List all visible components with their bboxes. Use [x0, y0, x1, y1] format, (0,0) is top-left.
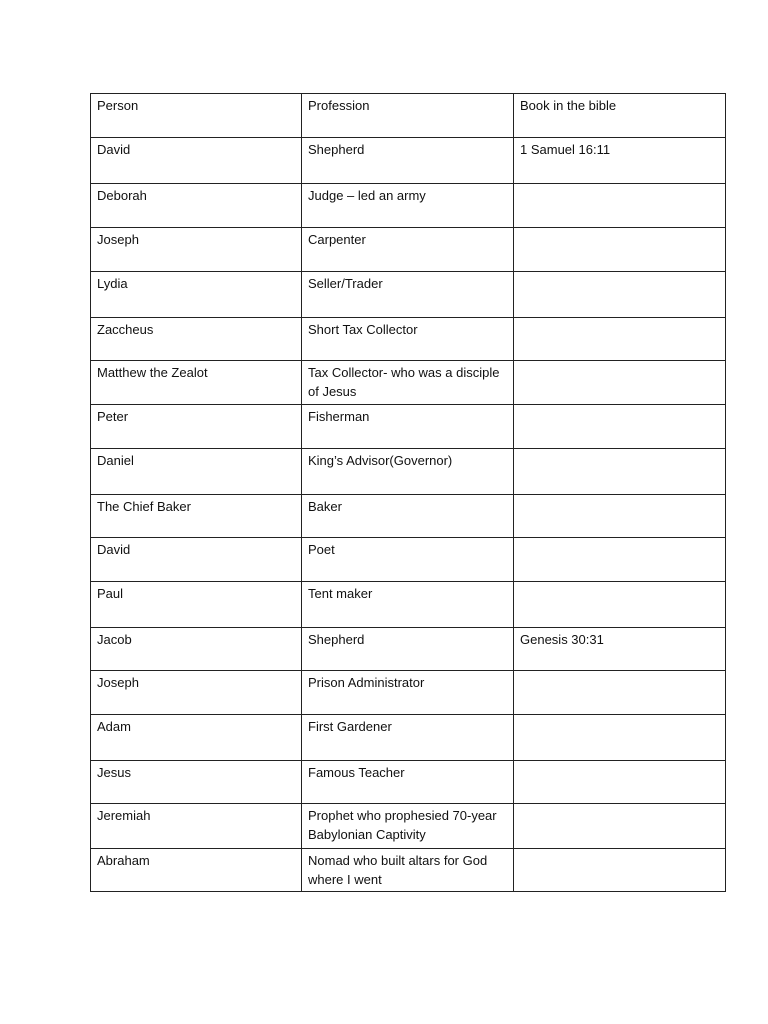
person-cell: Deborah: [91, 184, 302, 228]
table-header-row: [91, 94, 726, 138]
profession-cell: Baker: [302, 495, 514, 538]
book-cell: [514, 495, 726, 538]
profession-cell: Famous Teacher: [302, 761, 514, 804]
table-row: [91, 449, 726, 495]
book-cell: [514, 804, 726, 849]
profession-cell: Carpenter: [302, 228, 514, 272]
profession-cell: Prison Administrator: [302, 671, 514, 715]
book-cell: [514, 184, 726, 228]
profession-cell: First Gardener: [302, 715, 514, 761]
profession-cell: Prophet who prophesied 70-year Babylonian Captivity: [302, 804, 514, 849]
profession-cell: Short Tax Collector: [302, 318, 514, 361]
book-cell: [514, 405, 726, 449]
book-cell: [514, 715, 726, 761]
book-cell: [514, 318, 726, 361]
table-row: [91, 849, 726, 892]
table-row: [91, 538, 726, 582]
person-cell: Daniel: [91, 449, 302, 495]
profession-cell: Tent maker: [302, 582, 514, 628]
table-row: [91, 671, 726, 715]
profession-cell: Shepherd: [302, 628, 514, 671]
person-cell: David: [91, 138, 302, 184]
table-row: [91, 582, 726, 628]
table-row: [91, 405, 726, 449]
profession-cell: King’s Advisor(Governor): [302, 449, 514, 495]
person-cell: Matthew the Zealot: [91, 361, 302, 405]
person-cell: Joseph: [91, 671, 302, 715]
book-cell: [514, 228, 726, 272]
book-cell: [514, 272, 726, 318]
table-row: [91, 184, 726, 228]
table-row: [91, 228, 726, 272]
profession-cell: Poet: [302, 538, 514, 582]
person-cell: The Chief Baker: [91, 495, 302, 538]
profession-cell: Judge – led an army: [302, 184, 514, 228]
person-cell: Joseph: [91, 228, 302, 272]
person-cell: Zaccheus: [91, 318, 302, 361]
bible-professions-table: [90, 93, 726, 892]
person-cell: Jeremiah: [91, 804, 302, 849]
book-cell: [514, 361, 726, 405]
profession-cell: Shepherd: [302, 138, 514, 184]
table-row: [91, 628, 726, 671]
table-row: [91, 715, 726, 761]
person-cell: Lydia: [91, 272, 302, 318]
header-cell-book: Book in the bible: [514, 94, 726, 138]
person-cell: Jesus: [91, 761, 302, 804]
person-cell: Jacob: [91, 628, 302, 671]
person-cell: Paul: [91, 582, 302, 628]
table-row: [91, 495, 726, 538]
table-row: [91, 318, 726, 361]
profession-cell: Tax Collector- who was a disciple of Jesus: [302, 361, 514, 405]
table-row: [91, 761, 726, 804]
person-cell: Abraham: [91, 849, 302, 892]
book-cell: [514, 449, 726, 495]
book-cell: Genesis 30:31: [514, 628, 726, 671]
book-cell: 1 Samuel 16:11: [514, 138, 726, 184]
header-cell-profession: Profession: [302, 94, 514, 138]
profession-cell: Nomad who built altars for God where I went: [302, 849, 514, 892]
person-cell: David: [91, 538, 302, 582]
book-cell: [514, 761, 726, 804]
table-row: [91, 361, 726, 405]
table-row: [91, 272, 726, 318]
person-cell: Adam: [91, 715, 302, 761]
profession-cell: Fisherman: [302, 405, 514, 449]
profession-cell: Seller/Trader: [302, 272, 514, 318]
book-cell: [514, 671, 726, 715]
book-cell: [514, 582, 726, 628]
header-cell-person: Person: [91, 94, 302, 138]
table-row: [91, 804, 726, 849]
table-body: [91, 94, 726, 892]
book-cell: [514, 849, 726, 892]
book-cell: [514, 538, 726, 582]
person-cell: Peter: [91, 405, 302, 449]
table-row: [91, 138, 726, 184]
